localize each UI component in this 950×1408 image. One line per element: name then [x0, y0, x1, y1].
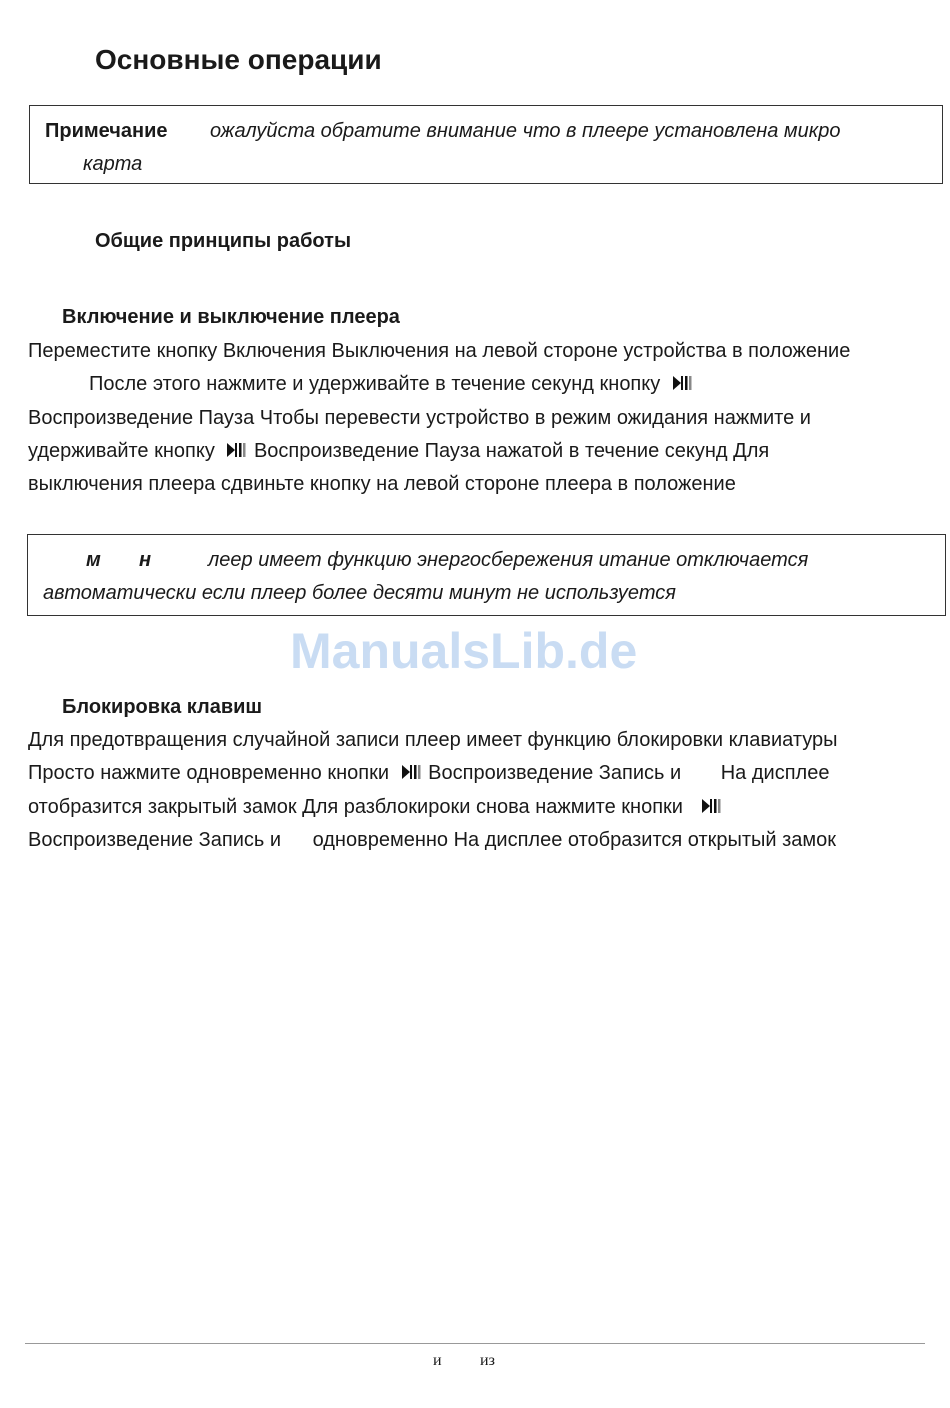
note-text-line2: карта	[83, 153, 143, 175]
lock-text-line2	[28, 762, 829, 785]
play-pause-icon	[401, 763, 421, 781]
power-text-line4-a: удерживайте кнопку	[28, 440, 215, 462]
power-text-line2-text: После этого нажмите и удерживайте в течение секунд кнопку	[89, 373, 661, 395]
note-box-energy-saving	[27, 534, 946, 616]
power-text-line2	[89, 373, 692, 396]
watermark: ManualsLib.de	[290, 623, 638, 679]
page-number-current: и	[433, 1352, 442, 1369]
footer-divider	[25, 1343, 925, 1344]
lock-text-line3	[28, 796, 721, 819]
lock-text-line2-c: На дисплее	[720, 762, 830, 784]
note-text-line1: ожалуйста обратите внимание что в плеере установлена микро	[210, 120, 841, 142]
power-text-line3: Воспроизведение Пауза Чтобы перевести устройство в режим ожидания нажмите и	[28, 407, 811, 429]
lock-text-line4-b: одновременно На дисплее отобразится открытый замок	[312, 829, 837, 851]
page-number-total: из	[480, 1352, 495, 1369]
note2-text-line2: автоматически если плеер более десяти минут не используется	[43, 582, 676, 604]
lock-text-line2-b: Воспроизведение Запись и	[428, 762, 682, 784]
page-title: Основные операции	[95, 44, 382, 75]
lock-text-line4	[28, 829, 836, 852]
lock-text-line2-a: Просто нажмите одновременно кнопки	[28, 762, 390, 784]
power-text-line1: Переместите кнопку Включения Выключения на левой стороне устройства в положение	[28, 340, 851, 362]
lock-text-line4-a: Воспроизведение Запись и	[28, 829, 282, 851]
lock-text-line3-text: отобразится закрытый замок Для разблокироки снова нажмите кнопки	[28, 796, 683, 818]
play-pause-icon	[701, 797, 721, 815]
note-label: Примечание	[45, 120, 168, 142]
lock-text-line1: Для предотвращения случайной записи плеер имеет функцию блокировки клавиатуры	[28, 729, 838, 751]
power-text-line4	[28, 440, 769, 463]
section-heading-lock: Блокировка клавиш	[62, 696, 263, 718]
note2-text-line1: леер имеет функцию энергосбережения итание отключается	[208, 549, 809, 571]
section-heading-power: Включение и выключение плеера	[62, 306, 400, 328]
section-heading-general: Общие принципы работы	[95, 230, 352, 252]
play-pause-icon	[672, 374, 692, 392]
note2-label-a: м	[86, 549, 101, 571]
power-text-line4-b: Воспроизведение Пауза нажатой в течение секунд Для	[253, 440, 770, 462]
power-text-line5: выключения плеера сдвиньте кнопку на левой стороне плеера в положение	[28, 473, 736, 495]
note2-label-b: н	[139, 549, 152, 571]
play-pause-icon	[226, 441, 246, 459]
note-box-microcard	[29, 105, 943, 184]
